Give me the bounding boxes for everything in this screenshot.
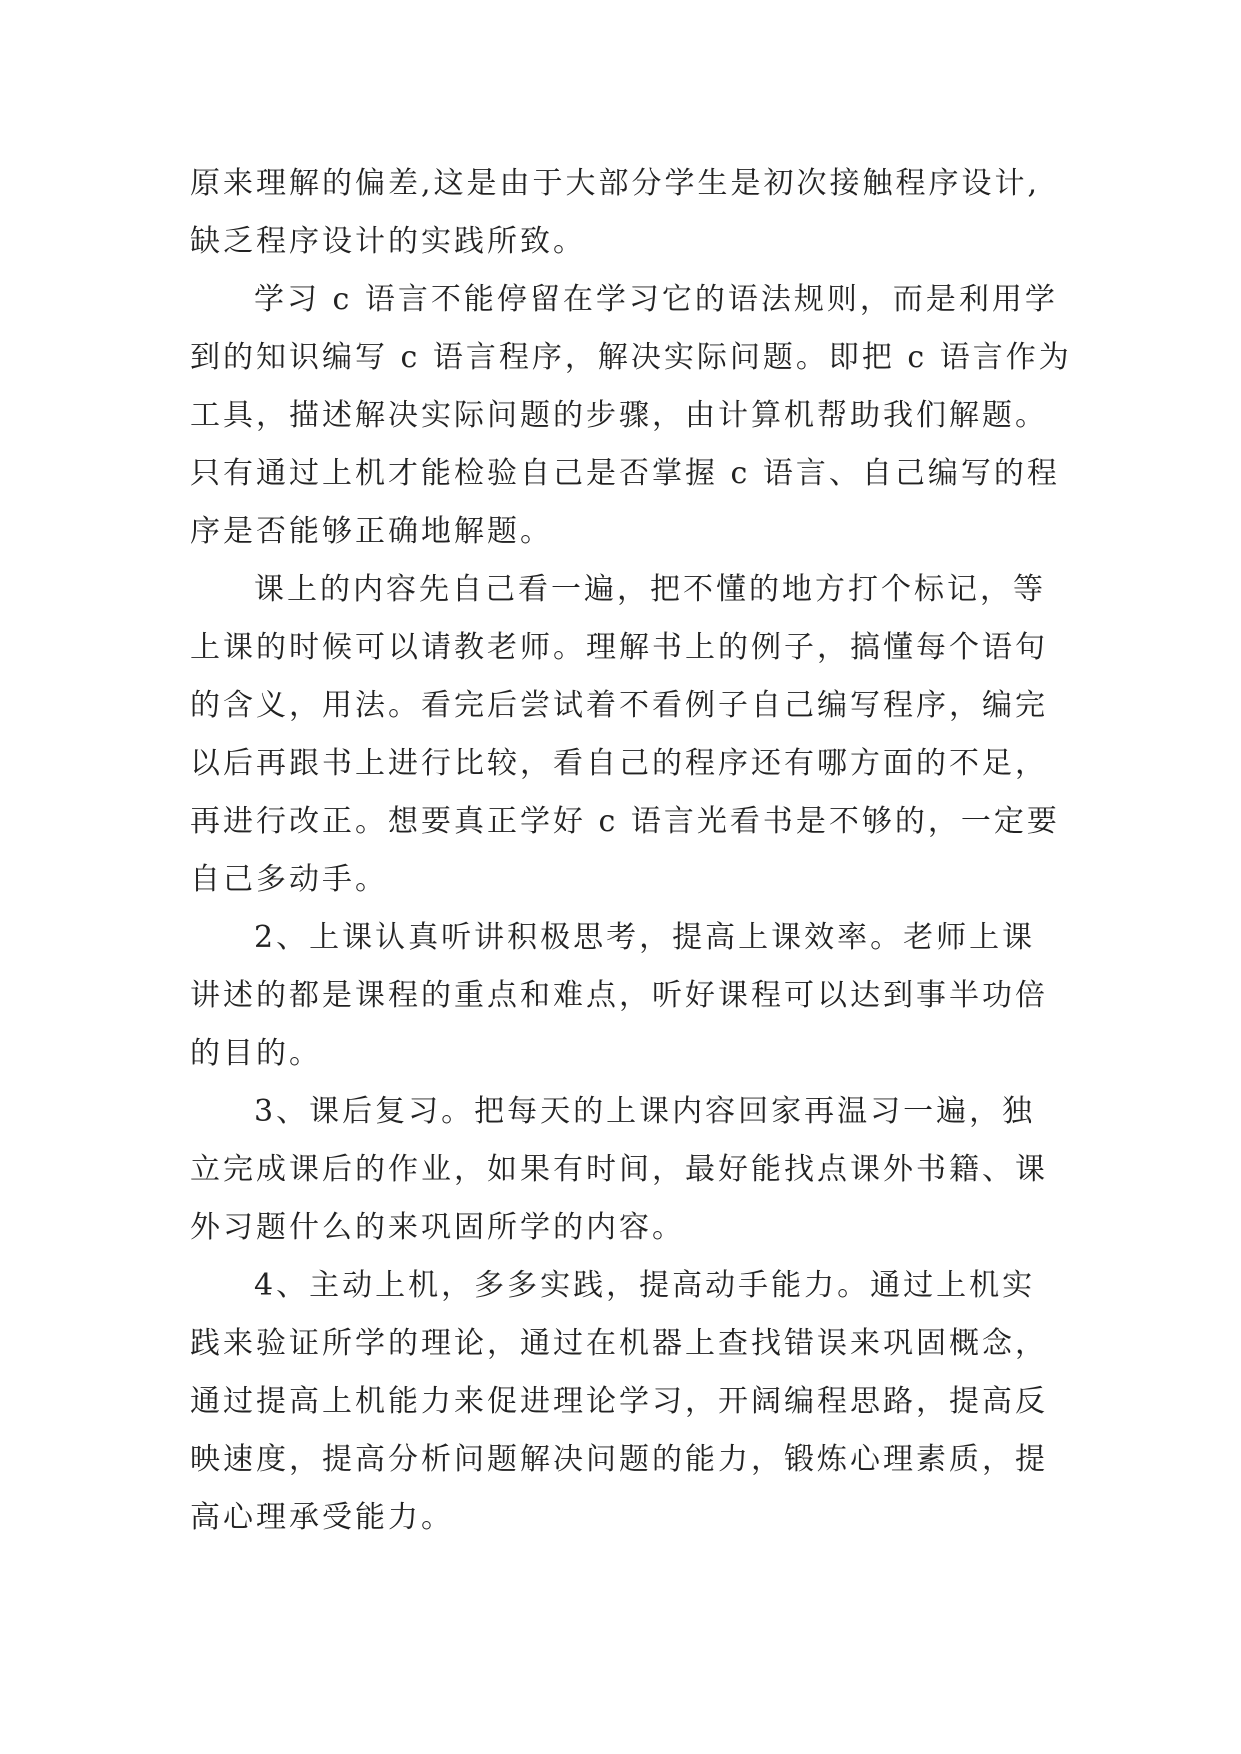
text-line: 工具，描述解决实际问题的步骤，由计算机帮助我们解题。	[190, 398, 1048, 433]
paragraph-start-line: 课上的内容先自己看一遍，把不懂的地方打个标记，等	[254, 572, 1046, 607]
text-line: 立完成课后的作业，如果有时间，最好能找点课外书籍、课	[190, 1152, 1048, 1187]
text-line: 原来理解的偏差,这是由于大部分学生是初次接触程序设计,	[190, 166, 1041, 201]
text-line: 的目的。	[190, 1036, 322, 1071]
paragraph-start-line: 2、上课认真听讲积极思考，提高上课效率。老师上课	[254, 920, 1036, 955]
text-line: 以后再跟书上进行比较，看自己的程序还有哪方面的不足，	[190, 746, 1048, 781]
text-line: 缺乏程序设计的实践所致。	[190, 224, 586, 259]
text-line: 的含义，用法。看完后尝试着不看例子自己编写程序，编完	[190, 688, 1048, 723]
text-line: 践来验证所学的理论，通过在机器上查找错误来巩固概念，	[190, 1326, 1048, 1361]
text-line: 再进行改正。想要真正学好 c 语言光看书是不够的，一定要	[190, 804, 1060, 839]
text-line: 只有通过上机才能检验自己是否掌握 c 语言、自己编写的程	[190, 456, 1060, 491]
text-line: 映速度，提高分析问题解决问题的能力，锻炼心理素质，提	[190, 1442, 1048, 1477]
document-body	[190, 155, 1090, 1547]
text-line: 讲述的都是课程的重点和难点，听好课程可以达到事半功倍	[190, 978, 1048, 1013]
text-line: 到的知识编写 c 语言程序，解决实际问题。即把 c 语言作为	[190, 340, 1072, 375]
paragraph-start-line: 3、课后复习。把每天的上课内容回家再温习一遍，独	[254, 1094, 1036, 1129]
text-line: 自己多动手。	[190, 862, 388, 897]
text-line: 序是否能够正确地解题。	[190, 514, 553, 549]
paragraph-start-line: 学习 c 语言不能停留在学习它的语法规则，而是利用学	[254, 282, 1058, 317]
text-line: 高心理承受能力。	[190, 1500, 454, 1535]
paragraph-start-line: 4、主动上机，多多实践，提高动手能力。通过上机实	[254, 1268, 1036, 1303]
text-line: 通过提高上机能力来促进理论学习，开阔编程思路，提高反	[190, 1384, 1048, 1419]
text-line: 外习题什么的来巩固所学的内容。	[190, 1210, 685, 1245]
text-line: 上课的时候可以请教老师。理解书上的例子，搞懂每个语句	[190, 630, 1048, 665]
